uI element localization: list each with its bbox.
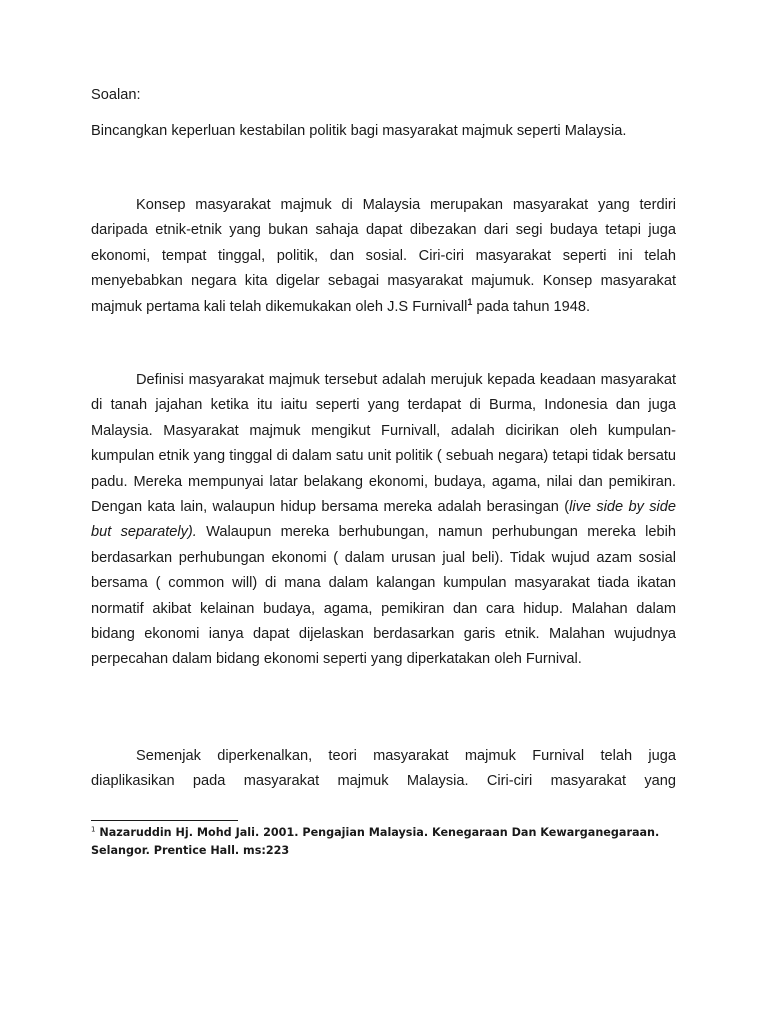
footnote-number: 1 — [91, 825, 96, 834]
question-label: Soalan: — [91, 87, 141, 103]
paragraph-2-text-end: Walaupun mereka berhubungan, namun perhubungan mereka lebih berdasarkan perhubungan ekonomi ( dalam urusan jual beli). Tidak wujud azam sosial bersama ( common will) di mana dalam kalangan kumpulan masyarakat tiada ikatan normatif akibat kelainan budaya, agama, pemikiran dan cara hidup. Malahan dalam bidang ekonomi ianya dapat dijelaskan berdasarkan garis etnik. Malahan wujudnya perpecahan dalam bidang ekonomi seperti yang diperkatakan oleh Furnival. — [91, 524, 677, 668]
paragraph-1-text: Konsep masyarakat majmuk di Malaysia merupakan masyarakat yang terdiri daripada etnik-etnik yang bukan sahaja dapat dibezakan dari segi budaya tetapi juga ekonomi, tempat tinggal, politik, dan sosial. Ciri-ciri masyarakat seperti ini telah menyebabkan negara kita digelar sebagai masyarakat majumuk. Konsep masyarakat majmuk pertama kali telah dikemukakan oleh J.S Furnivall — [91, 197, 676, 315]
paragraph-2 — [91, 368, 676, 673]
footnote — [91, 824, 676, 860]
paragraph-1 — [91, 193, 676, 320]
paragraph-1-text-end: pada tahun 1948. — [472, 298, 591, 315]
footnote-reference: 1 — [467, 296, 473, 307]
question-text: Bincangkan keperluan kestabilan politik bagi masyarakat majmuk seperti Malaysia. — [91, 123, 627, 139]
paragraph-3: Semenjak diperkenalkan, teori masyarakat majmuk Furnival telah juga diaplikasikan pada masyarakat majmuk Malaysia. Ciri-ciri masyarakat yang — [91, 748, 676, 790]
footnote-text: Nazaruddin Hj. Mohd Jali. 2001. Pengajian Malaysia. Kenegaraan Dan Kewarganegaraan. Selangor. Prentice Hall. ms:223 — [91, 826, 660, 857]
footnote-separator — [91, 820, 238, 821]
paragraph-2-text-start: Definisi masyarakat majmuk tersebut adalah merujuk kepada keadaan masyarakat di tanah jajahan ketika itu iaitu seperti yang terdapat di Burma, Indonesia dan juga Malaysia. Masyarakat majmuk mengikut Furnivall, adalah dicirikan oleh kumpulan-kumpulan etnik yang tinggal di dalam satu unit politik ( sebuah negara) tetapi tidak bersatu padu. Mereka mempunyai latar belakang ekonomi, budaya, agama, nilai dan pemikiran. Dengan kata lain, walaupun hidup bersama mereka adalah berasingan ( — [91, 372, 676, 516]
paragraph-2-italic-phrase: live side by side but separately). — [91, 499, 676, 541]
